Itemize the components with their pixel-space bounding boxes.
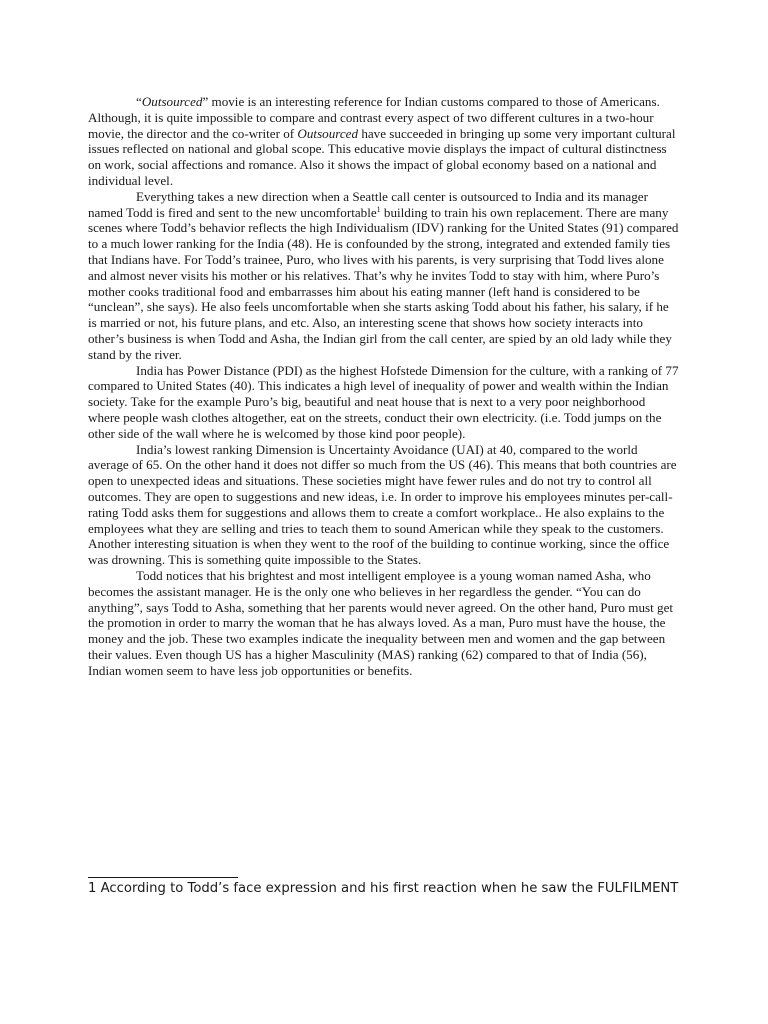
footnote-text: According to Todd’s face expression and his first reaction when he saw the FULFILMENT xyxy=(96,881,679,896)
paragraph-text: India has Power Distance (PDI) as the highest Hofstede Dimension for the culture, with a ranking of 77 compared to United States (40). This indicates a high level of inequality of power and wealth within the Indian society. Take for the example Puro’s big, beautiful and neat house that is next to a very poor neighborhood where people wash clothes altogether, eat on the streets, conduct their own electricity. (i.e. Todd jumps on the other side of the wall where he is welcomed by those kind poor people). xyxy=(88,362,679,441)
footnote-number: 1 xyxy=(88,881,97,896)
paragraph-uncertainty-avoidance xyxy=(88,442,680,568)
open-quote: “ xyxy=(136,94,142,109)
footnote-separator xyxy=(88,877,238,878)
paragraph-power-distance xyxy=(88,363,680,442)
paragraph-text: Todd notices that his brightest and most intelligent employee is a young woman named Asha, who becomes the assistant manager. He is the only one who believes in her regardless the gender. “You can do anything”, says Todd to Asha, something that her parents would never agreed. On the other hand, Puro must get the promotion in order to marry the woman that he has always loved. As a man, Puro must have the house, the money and the job. These two examples indicate the inequality between men and women and the gap between their values. Even though US has a higher Masculinity (MAS) ranking (62) compared to that of India (56), Indian women seem to have less job opportunities or benefits. xyxy=(88,567,674,678)
paragraph-text: building to train his own replacement. There are many scenes where Todd’s behavior reflects the high Individualism (IDV) ranking for the United States (91) compared to a much lower ranking for the India (48). He is confounded by the strong, integrated and extended family ties that Indians have. For Todd’s trainee, Puro, who lives with his parents, is very surprising that Todd lives alone and almost never visits his mother or his relatives. That’s why he invites Todd to stay with him, where Puro’s mother cooks traditional food and embarrasses him about his eating manner (left hand is considered to be “unclean”, she says). He also feels uncomfortable when she starts asking Todd about his father, his salary, if he is married or not, his future plans, and etc. Also, an interesting scene that shows how society interacts into other’s business is when Todd and Asha, the Indian girl from the call center, are spied by an old lady while they stand by the river. xyxy=(88,204,679,362)
paragraph-text: India’s lowest ranking Dimension is Uncertainty Avoidance (UAI) at 40, compared to the world average of 65. On the other hand it does not differ so much from the US (46). This means that both countries are open to unexpected ideas and situations. These societies might have fewer rules and do not try to control all outcomes. They are open to suggestions and new ideas, i.e. In order to improve his employees minutes per-call-rating Todd asks them for suggestions and allows them to create a comfort workplace.. He also explains to the employees what they are selling and tries to teach them to sound American while they speak to the customers. Another interesting situation is when they went to the roof of the building to continue working, since the office was drowning. This is something quite impossible to the States. xyxy=(88,441,677,568)
footnote xyxy=(88,880,688,898)
movie-title: Outsourced xyxy=(297,125,359,141)
paragraph-text: Everything takes a new direction when a Seattle call center is outsourced to India and its manager named Todd is fired and sent to the new uncomfortable xyxy=(88,188,648,220)
paragraph-text: have succeeded in bringing up some very important cultural issues reflected on national and global scope. This educative movie displays the impact of cultural distinctness on work, social affections and romance. Also it shows the impact of global economy based on a national and individual level. xyxy=(88,125,676,188)
paragraph-text: ” movie is an interesting reference for Indian customs compared to those of Americans. Although, it is quite impossible to compare and contrast every aspect of two different cultures in a two-hour movie, the director and the co-writer of xyxy=(88,94,660,141)
footnote-reference[interactable]: 1 xyxy=(376,204,381,214)
paragraph-intro xyxy=(88,94,680,189)
paragraph-individualism xyxy=(88,189,680,363)
movie-title: Outsourced xyxy=(141,94,203,109)
document-body xyxy=(88,94,680,678)
paragraph-masculinity xyxy=(88,568,680,679)
